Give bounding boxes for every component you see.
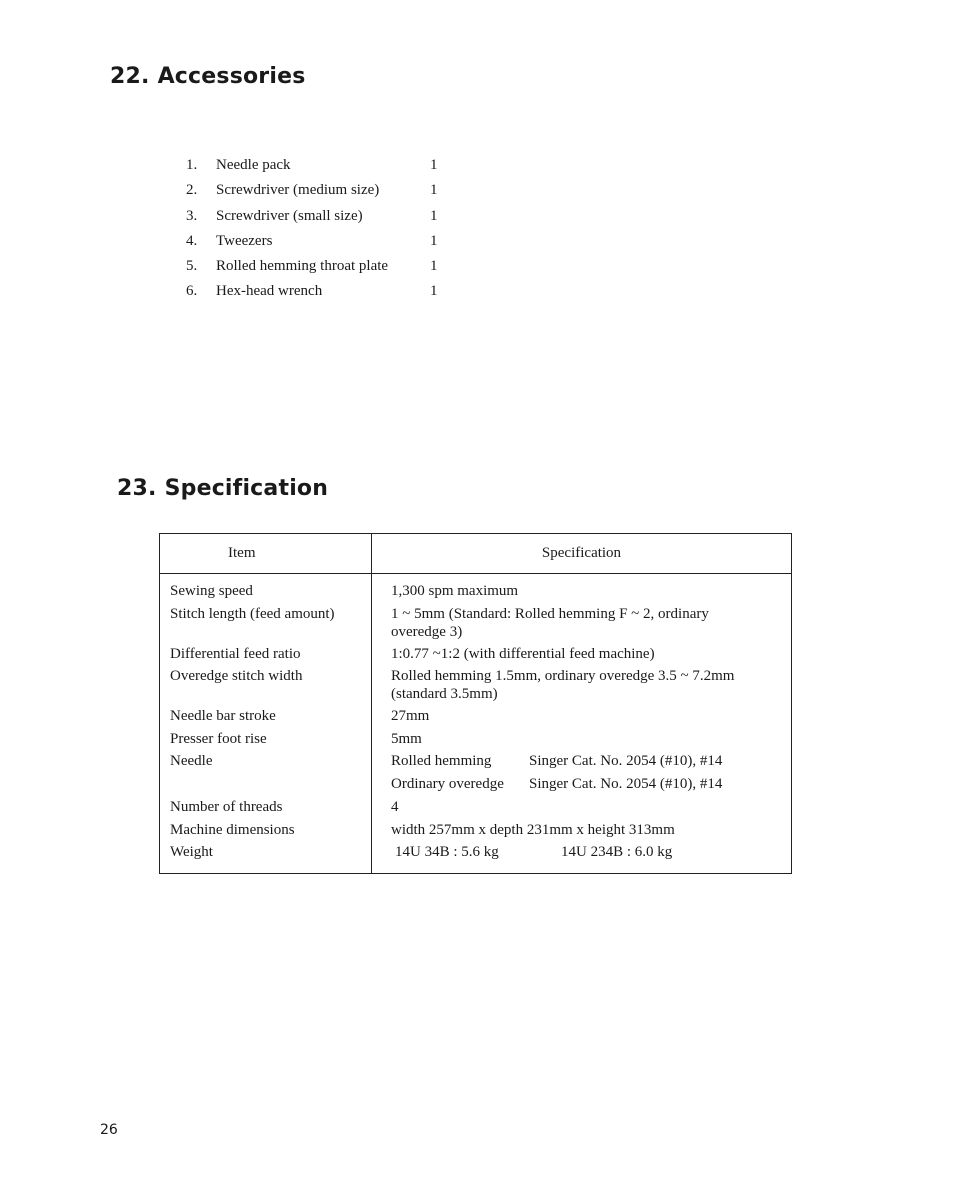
section-title: Specification — [164, 476, 329, 501]
needle-value-overedge: Singer Cat. No. 2054 (#10), #14 — [529, 776, 723, 792]
needle-label-overedge: Ordinary overedge — [391, 776, 504, 792]
weight-34b: 14U 34B : 5.6 kg — [395, 844, 499, 860]
item-name: Screwdriver (small size) — [216, 207, 363, 224]
page-number: 26 — [100, 1122, 118, 1138]
needle-value-rolled: Singer Cat. No. 2054 (#10), #14 — [529, 753, 723, 769]
spec-stitch-length — [391, 605, 791, 645]
accessories-list — [186, 153, 446, 305]
specification-heading — [117, 476, 328, 501]
item-sewing-speed: Sewing speed — [170, 583, 253, 599]
item-number: 2. — [186, 182, 198, 199]
item-name: Needle pack — [216, 157, 291, 173]
item-number: 4. — [186, 232, 198, 249]
item-quantity: 1 — [430, 157, 438, 173]
spec-line: overedge 3) — [391, 623, 463, 640]
spec-differential-feed: 1:0.77 ~1:2 (with differential feed machine) — [391, 645, 655, 662]
item-name: Hex-head wrench — [216, 283, 323, 300]
spec-weight — [391, 843, 791, 866]
list-item — [186, 229, 446, 254]
spec-overedge-width — [391, 667, 791, 707]
accessories-heading — [110, 64, 306, 89]
item-presser-foot-rise: Presser foot rise — [170, 730, 267, 747]
item-number: 1. — [186, 157, 198, 173]
item-needle-bar-stroke: Needle bar stroke — [170, 708, 276, 724]
list-item — [186, 153, 446, 178]
column-header-specification: Specification — [372, 534, 792, 574]
column-header-item: Item — [160, 534, 372, 574]
item-number: 3. — [186, 207, 198, 224]
item-number: 6. — [186, 283, 198, 300]
weight-234b: 14U 234B : 6.0 kg — [561, 844, 673, 860]
section-title: Accessories — [157, 64, 306, 89]
item-quantity: 1 — [430, 283, 438, 300]
list-item — [186, 279, 446, 304]
item-name: Screwdriver (medium size) — [216, 182, 380, 199]
item-needle: Needle — [170, 753, 213, 769]
list-item — [186, 178, 446, 203]
item-name: Rolled hemming throat plate — [216, 258, 389, 275]
spec-number-of-threads: 4 — [391, 799, 399, 815]
specification-table — [159, 533, 792, 874]
spec-needle-bar-stroke: 27mm — [391, 708, 430, 724]
spec-presser-foot-rise: 5mm — [391, 730, 422, 747]
spec-machine-dimensions: width 257mm x depth 231mm x height 313mm — [391, 821, 675, 838]
needle-label-rolled: Rolled hemming — [391, 753, 492, 769]
item-quantity: 1 — [430, 258, 438, 275]
spec-sewing-speed: 1,300 spm maximum — [391, 583, 519, 599]
spec-needle — [391, 752, 791, 798]
list-item — [186, 204, 446, 229]
item-number: 5. — [186, 258, 198, 275]
item-column — [160, 574, 372, 874]
item-weight: Weight — [170, 844, 213, 860]
spec-line — [391, 752, 791, 775]
item-name: Tweezers — [216, 232, 273, 249]
spec-line: (standard 3.5mm) — [391, 686, 498, 702]
item-stitch-length: Stitch length (feed amount) — [170, 605, 335, 622]
spec-line: 1 ~ 5mm (Standard: Rolled hemming F ~ 2, ordinary — [391, 605, 709, 622]
item-quantity: 1 — [430, 207, 438, 224]
table-header-row — [160, 534, 792, 574]
specification-column — [372, 574, 792, 874]
item-differential-feed: Differential feed ratio — [170, 645, 301, 662]
item-quantity: 1 — [430, 232, 438, 249]
item-quantity: 1 — [430, 182, 438, 199]
item-number-of-threads: Number of threads — [170, 799, 283, 815]
section-number: 22. — [110, 64, 150, 89]
spec-line — [391, 775, 791, 793]
table-body-row — [160, 574, 792, 874]
item-machine-dimensions: Machine dimensions — [170, 821, 295, 838]
list-item — [186, 254, 446, 279]
item-overedge-width: Overedge stitch width — [170, 668, 303, 684]
spec-line: Rolled hemming 1.5mm, ordinary overedge 3.5 ~ 7.2mm — [391, 668, 735, 684]
section-number: 23. — [117, 476, 157, 501]
